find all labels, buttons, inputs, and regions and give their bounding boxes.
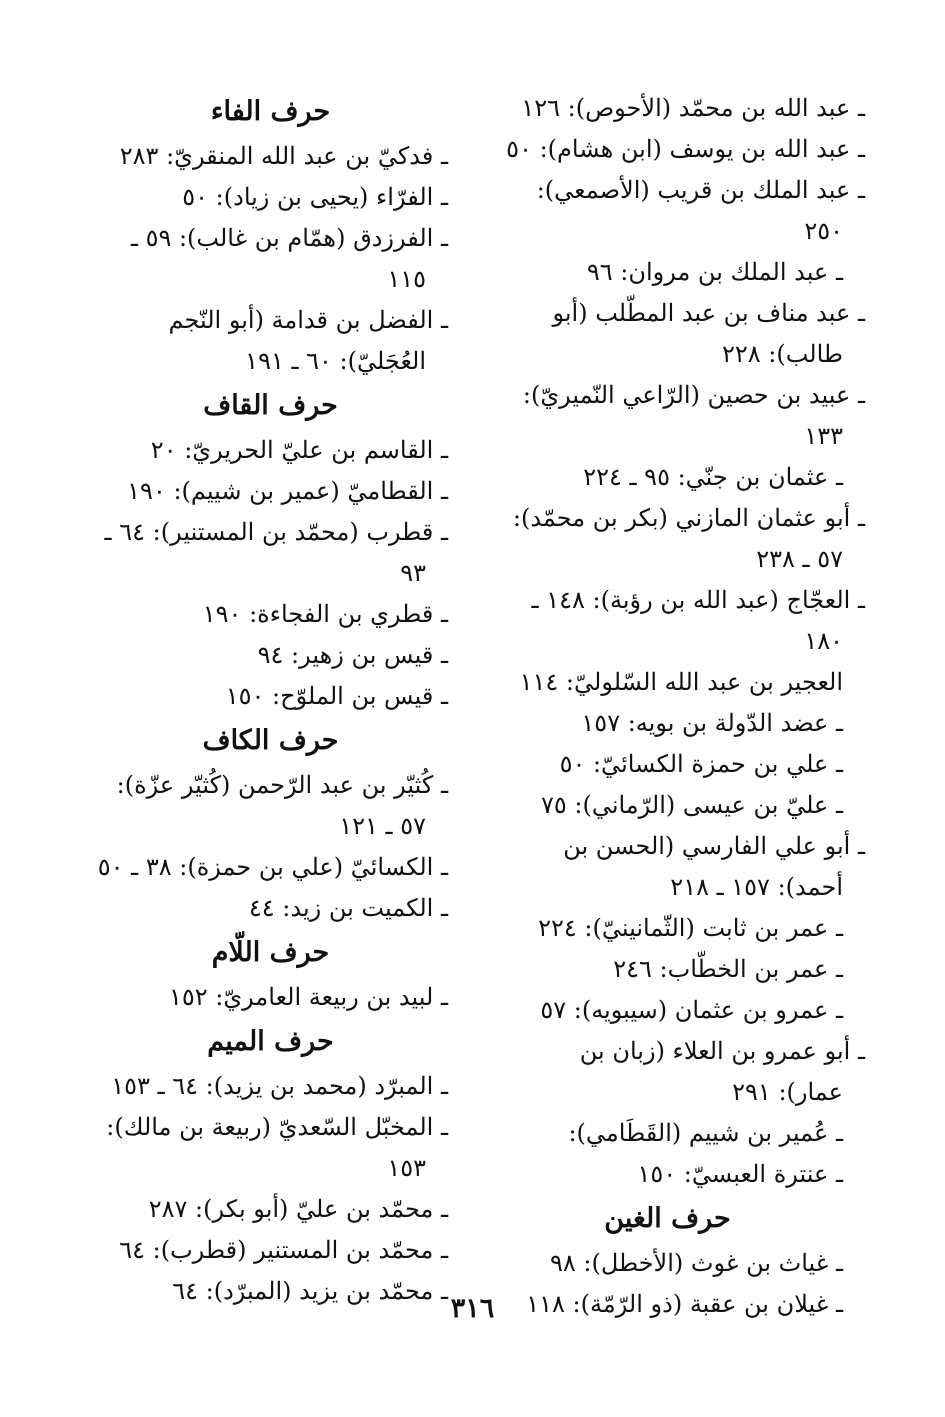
left-index-entry: ـ لبيد بن ربيعة العامريّ: ١٥٢ [169,983,448,1011]
left-index-entry: ـ الفرّاء (يحيى بن زياد): ٥٠ [182,183,448,211]
left-entry-continuation: ١٥٣ [387,1154,426,1182]
right-index-entry: ـ عضد الدّولة بن بويه: ١٥٧ [581,709,843,737]
left-index-entry: ـ قيس بن الملوّح: ١٥٠ [225,682,448,710]
right-index-entry: ـ العجّاج (عبد الله بن رؤبة): ١٤٨ ـ [531,586,865,614]
right-index-entry: ـ عبد الملك بن مروان: ٩٦ [586,258,843,286]
right-index-entry: ـ عبد الله بن محمّد (الأحوص): ١٢٦ [521,94,865,122]
right-entry-continuation: عمار): ٢٩١ [732,1078,843,1106]
left-index-entry: ـ محمّد بن المستنير (قطرب): ٦٤ [119,1236,448,1264]
right-index-entry: ـ غياث بن غوث (الأخطل): ٩٨ [549,1249,843,1277]
left-index-entry: ـ كُثيّر بن عبد الرّحمن (كُثيّر عزّة): [116,771,448,799]
right-index-entry: ـ عمر بن الخطّاب: ٢٤٦ [613,955,843,983]
right-index-entry: ـ أبو عثمان المازني (بكر بن محمّد): [512,504,865,532]
right-entry-continuation: ٥٧ ـ ٢٣٨ [756,545,843,573]
right-section-heading: حرف الغين [604,1203,731,1234]
left-entry-continuation: العُجَليّ): ٦٠ ـ ١٩١ [245,347,426,375]
left-entry-continuation: ٩٣ [400,559,426,587]
left-section-heading: حرف الميم [207,1026,334,1057]
right-index-entry: ـ عُمير بن شييم (القَطَامي): [568,1119,843,1147]
left-entry-continuation: ٥٧ ـ ١٢١ [339,812,426,840]
page-number: ٣١٦ [450,1293,495,1324]
right-column [470,88,865,1325]
right-entry-continuation: أحمد): ١٥٧ ـ ٢١٨ [670,873,843,901]
right-index-entry: ـ أبو علي الفارسي (الحسن بن [563,832,865,860]
right-index-entry: ـ أبو عمرو بن العلاء (زبان بن [579,1037,865,1065]
left-index-entry: ـ قطري بن الفجاءة: ١٩٠ [202,600,448,628]
left-index-entry: ـ الكسائيّ (علي بن حمزة): ٣٨ ـ ٥٠ [97,853,448,881]
right-index-entry: ـ عمر بن ثابت (الثّمانينيّ): ٢٢٤ [538,914,843,942]
right-index-entry: ـ علي بن حمزة الكسائيّ: ٥٠ [559,750,843,778]
left-index-entry: ـ فدكيّ بن عبد الله المنقريّ: ٢٨٣ [119,142,448,170]
right-index-entry: ـ عبيد بن حصين (الرّاعي النّميريّ): [522,381,865,409]
left-index-entry: ـ الفرزدق (همّام بن غالب): ٥٩ ـ [130,224,448,252]
left-index-entry: ـ المبرّد (محمد بن يزيد): ٦٤ ـ ١٥٣ [111,1072,448,1100]
left-index-entry: ـ محمّد بن عليّ (أبو بكر): ٢٨٧ [148,1195,448,1223]
left-section-heading: حرف الكاف [202,725,339,756]
right-entry-continuation: ٢٥٠ [804,217,843,245]
right-index-entry: ـ عثمان بن جنّي: ٩٥ ـ ٢٢٤ [583,463,843,491]
left-index-entry: ـ المخبّل السّعديّ (ربيعة بن مالك): [106,1113,448,1141]
left-index-entry: ـ القطاميّ (عمير بن شييم): ١٩٠ [127,477,448,505]
right-entry-continuation: ١٨٠ [804,627,843,655]
left-index-entry: ـ قطرب (محمّد بن المستنير): ٦٤ ـ [104,518,448,546]
left-entry-continuation: ١١٥ [387,265,426,293]
left-index-entry: ـ القاسم بن عليّ الحريريّ: ٢٠ [150,436,448,464]
left-section-heading: حرف اللّام [211,937,330,968]
right-index-entry: ـ عبد الله بن يوسف (ابن هشام): ٥٠ [506,135,865,163]
left-section-heading: حرف القاف [203,390,338,421]
left-column [93,88,448,1312]
right-index-entry: ـ عبد الملك بن قريب (الأصمعي): [536,176,865,204]
right-entry-continuation: ١٣٣ [804,422,843,450]
left-index-entry: ـ الكميت بن زيد: ٤٤ [248,894,448,922]
right-index-entry: ـ غيلان بن عقبة (ذو الرّمّة): ١١٨ [526,1290,843,1318]
right-index-entry: ـ عنترة العبسيّ: ١٥٠ [637,1160,843,1188]
right-index-entry: ـ عليّ بن عيسى (الرّماني): ٧٥ [540,791,843,819]
right-index-entry: ـ عبد مناف بن عبد المطّلب (أبو [552,299,865,327]
left-section-heading: حرف الفاء [210,96,331,127]
left-index-entry: ـ الفضل بن قدامة (أبو النّجم [168,306,448,334]
right-index-entry: العجير بن عبد الله السّلوليّ: ١١٤ [519,668,843,696]
right-index-entry: ـ عمرو بن عثمان (سيبويه): ٥٧ [540,996,843,1024]
right-entry-continuation: طالب): ٢٢٨ [721,340,843,368]
left-index-entry: ـ محمّد بن يزيد (المبرّد): ٦٤ [172,1277,448,1305]
left-index-entry: ـ قيس بن زهير: ٩٤ [257,641,448,669]
